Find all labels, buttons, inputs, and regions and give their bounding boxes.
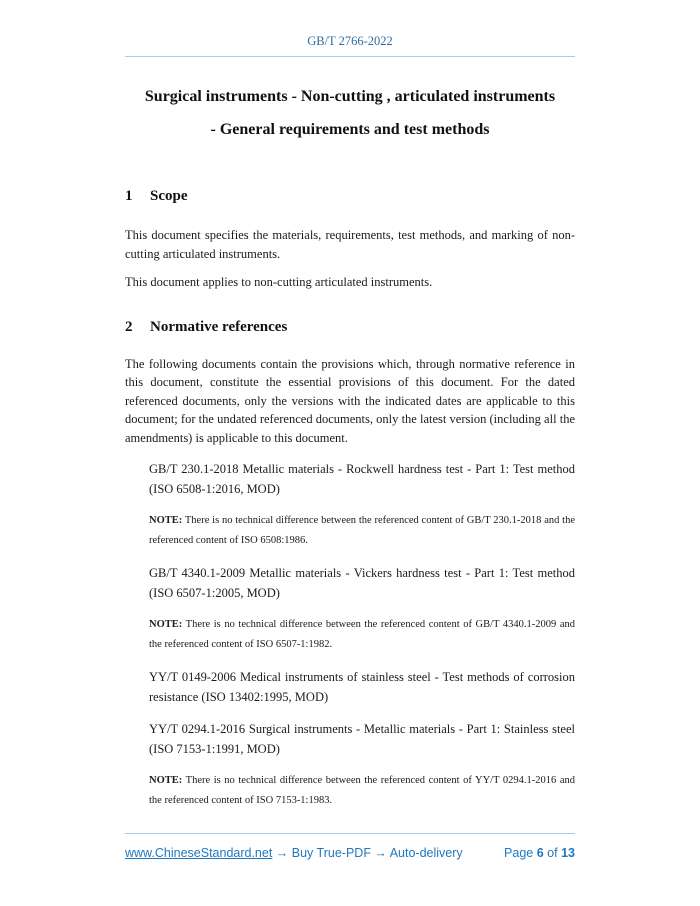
footer-tagline-text: → Buy True-PDF → Auto-delivery	[275, 846, 463, 860]
document-title-line1: Surgical instruments - Non-cutting , articulated instruments	[144, 88, 556, 105]
reference-entry: GB/T 230.1-2018 Metallic materials - Rockwell hardness test - Part 1: Test method (ISO 6508-1:2016, MOD)	[149, 462, 575, 496]
note-text: There is no technical difference between the referenced content of GB/T 230.1-2018 and the referenced content of ISO 6508:1986.	[149, 515, 576, 546]
document-title-line2: - General requirements and test methods	[210, 121, 490, 138]
note-label: NOTE:	[149, 515, 183, 526]
section-heading-normative-references	[125, 318, 575, 337]
reference-entry: YY/T 0294.1-2016 Surgical instruments - Metallic materials - Part 1: Stainless steel (ISO 7153-1:1991, MOD)	[149, 722, 575, 756]
of-label: of	[547, 846, 558, 860]
page-label: Page	[504, 846, 534, 860]
page-indicator	[504, 846, 575, 860]
reference-entry: GB/T 4340.1-2009 Metallic materials - Vickers hardness test - Part 1: Test method (ISO 6507-1:2005, MOD)	[149, 566, 575, 600]
section-number: 1	[125, 188, 133, 204]
section-title: Scope	[150, 188, 188, 204]
note-label: NOTE:	[149, 775, 183, 786]
note-block	[149, 771, 575, 811]
page-total: 13	[561, 846, 575, 860]
footer-website-link[interactable]: www.ChineseStandard.net	[125, 846, 273, 860]
note-text: There is no technical difference between the referenced content of GB/T 4340.1-2009 and the referenced content of ISO 6507-1:1982.	[149, 619, 576, 650]
normative-references-intro: The following documents contain the provisions which, through normative reference in this document, constitute the essential provisions of this document. For the dated referenced documents, only the versions with the indicated dates are applicable to this document; for the undated referenced documents, only the latest version (including all the amendments) is applicable to this document.	[125, 356, 575, 445]
reference-entry: YY/T 0149-2006 Medical instruments of stainless steel - Test methods of corrosion resistance (ISO 13402:1995, MOD)	[149, 670, 575, 704]
section-number: 2	[125, 318, 133, 335]
scope-paragraph-1: This document specifies the materials, requirements, test methods, and marking of non-cutting articulated instruments.	[125, 228, 575, 261]
header-rule	[125, 56, 575, 57]
note-text: There is no technical difference between the referenced content of YY/T 0294.1-2016 and the referenced content of ISO 7153-1:1983.	[149, 775, 575, 806]
page-content	[125, 0, 575, 811]
section-title: Normative references	[150, 318, 288, 335]
page-footer	[125, 833, 575, 860]
page-number: 6	[536, 846, 544, 860]
note-block	[149, 511, 575, 551]
section-heading-scope	[125, 187, 575, 206]
footer-tagline	[125, 846, 463, 860]
scope-paragraph-2: This document applies to non-cutting articulated instruments.	[125, 275, 433, 289]
note-label: NOTE:	[149, 619, 183, 630]
note-block	[149, 615, 575, 655]
header-doc-number: GB/T 2766-2022	[307, 34, 393, 48]
